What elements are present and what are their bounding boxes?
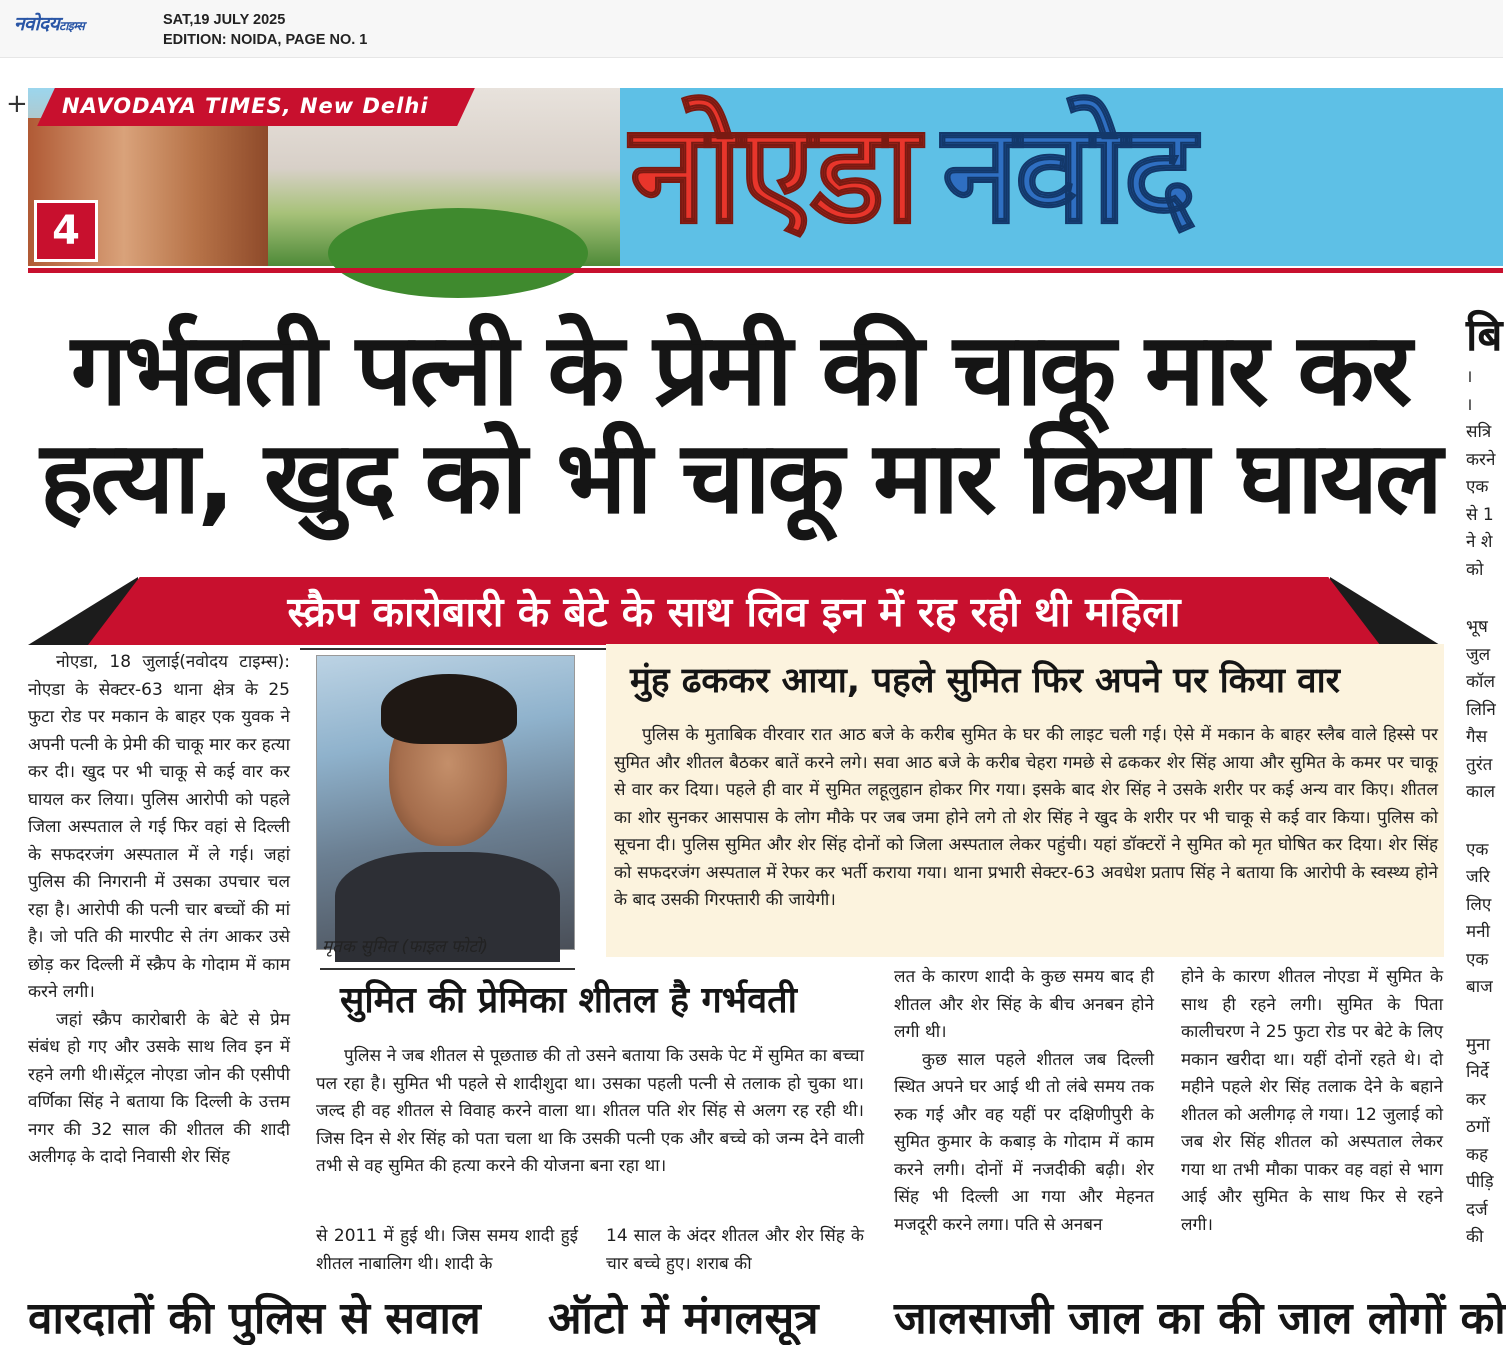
right-column-line: निर्दे — [1466, 1062, 1489, 1082]
masthead-title-part2: नवोद — [942, 93, 1193, 254]
bottom-headlines — [28, 1293, 1506, 1344]
article-paragraph: होने के कारण शीतल नोएडा में सुमित के साथ ही रहने लगी। सुमित के पिता कालीचरण ने 25 फुटा रोड पर बेटे के लिए मकान खरीदा था। यहीं दोनों रहते थे। दो महीने पहले शेर सिंह तलाक देने के बहाने शीतल को अलीगढ़ ले गया। 12 जुलाई को जब शेर सिंह शीतल को अस्पताल लेकर गया था तभी मौका पाकर वह वहां से भाग आई और सुमित के साथ फिर से रहने लगी। — [1181, 967, 1443, 1235]
headline-line-1: गर्भवती पत्नी के प्रेमी की चाकू मार कर — [70, 311, 1410, 428]
page-number-badge — [34, 200, 98, 262]
right-column-line: की — [1466, 1227, 1484, 1247]
right-column-line: दर्ज — [1466, 1199, 1488, 1220]
headline — [30, 311, 1450, 536]
page-number: 4 — [52, 208, 80, 254]
article-paragraph: 14 साल के अंदर शीतल और शेर सिंह के चार बच्चे हुए। शराब की — [606, 1226, 864, 1274]
right-column-line: काल — [1466, 782, 1495, 802]
edition-date: SAT,19 JULY 2025 — [163, 12, 286, 28]
bottom-headline-2: ऑटो में मंगलसूत्र — [548, 1293, 819, 1344]
app-logo[interactable] — [14, 10, 84, 36]
masthead-divider — [28, 268, 1503, 273]
right-column-line: कॉल — [1466, 672, 1495, 692]
bottom-headline-1: वारदातों की पुलिस से सवाल — [28, 1293, 481, 1344]
right-column-line: गैस — [1466, 727, 1488, 747]
sidebar-box-text: पुलिस के मुताबिक वीरवार रात आठ बजे के करीब सुमित के घर की लाइट चली गई। ऐसे में मकान के बाहर स्लैब वाले हिस्से पर सुमित और शीतल बैठकर बातें करने लगे। सवा आठ बजे के करीब चेहरा गमछे से ढककर शेर सिंह आया और सुमित के कमर पर चाकू से वार कर दिया। पहले ही वार में सुमित लहूलुहान होकर गिर गया। इसके बाद शेर सिंह ने उसके शरीर पर कई अन्य वार किए। शीतल का शोर सुनकर आसपास के लोग मौके पर जब जमा होने लगे तो शेर सिंह ने खुद के शरीर पर भी चाकू से कई वार किया। पुलिस को सूचना दी। पुलिस सुमित और शेर सिंह दोनों को जिला अस्पताल लेकर पहुंची। यहां डॉक्टरों ने सुमित को मृत घोषित कर दिया। शेर सिंह को सफदरजंग अस्पताल में रेफर कर भर्ती कराया गया। थाना प्रभारी सेक्टर-63 अवधेश प्रताप सिंह ने बताया कि आरोपी के स्वस्थ्य होने के बाद उसकी गिरफ्तारी की जायेगी। — [614, 725, 1438, 910]
article-column-1 — [28, 649, 290, 1172]
right-column-line: । — [1466, 394, 1473, 415]
right-column-line: मुना — [1466, 1034, 1491, 1055]
subhead-text: स्क्रैप कारोबारी के बेटे के साथ लिव इन में रह रही थी महिला — [287, 588, 1181, 636]
right-column-head: बि — [1466, 310, 1503, 361]
article-paragraph: पुलिस ने जब शीतल से पूछताछ की तो उसने बताया कि उसके पेट में सुमित का बच्चा पल रहा है। सुमित भी पहले से शादीशुदा था। उसका पहली पत्नी से तलाक हो चुका था। जल्द ही वह शीतल से विवाह करने वाला था। शीतल पति शेर सिंह से अलग रह रही थी। जिस दिन से शेर सिंह को पता चला था कि उसकी पत्नी एक और बच्चे को जन्म देने वाली तभी से वह सुमित की हत्या करने की योजना बना रहा था। — [316, 1046, 864, 1176]
right-column-block-2 — [1466, 614, 1503, 807]
right-column-line: लिनि — [1466, 699, 1496, 720]
article-paragraph: नोएडा, 18 जुलाई(नवोदय टाइम्स): नोएडा के सेक्टर-63 थाना क्षेत्र के 25 फुटा रोड पर मकान के बाहर एक युवक ने अपनी पत्नी के प्रेमी की चाकू मार कर हत्या कर दी। खुद पर भी चाकू से कई वार कर घायल कर लिया। पुलिस आरोपी को पहले जिला अस्पताल ले गई फिर वहां से दिल्ली के सफदरजंग अस्पताल में ले गई। जहां पुलिस की निगरानी में उसका उपचार चल रहा है। आरोपी की पत्नी चार बच्चों की मां है। जो पति की मारपीट से तंग आकर उसे छोड़ कर दिल्ली में स्क्रैप के गोदाम में काम करने लगी। — [28, 652, 290, 1002]
headline-line-2: हत्या, खुद को भी चाकू मार किया घायल — [40, 419, 1440, 536]
right-column-line: बाज — [1466, 977, 1493, 997]
masthead-band-text: NAVODAYA TIMES, New Delhi — [62, 94, 429, 118]
right-column-line: एक — [1466, 477, 1489, 497]
victim-photo — [316, 655, 575, 950]
right-column-block-1 — [1466, 364, 1503, 584]
article-paragraph: जहां स्क्रैप कारोबारी के बेटे से प्रेम संबंध हो गए और उसके साथ लिव इन में रहने लगी थी।सेंट्रल नोएडा जोन की एसीपी वर्णिका सिंह ने बताया कि दिल्ली के उत्तम नगर की 32 साल की शीतल की शादी अलीगढ़ के दादो निवासी शेर सिंह — [28, 1009, 290, 1167]
sidebar-box-title: मुंह ढककर आया, पहले सुमित फिर अपने पर किया वार — [630, 661, 1340, 701]
bottom-headline-3: जालसाजी जाल का की जाल लोगों को — [894, 1293, 1506, 1344]
article-paragraph: कुछ साल पहले शीतल जब दिल्ली स्थित अपने घर आई थी तो लंबे समय तक रुक गई और वह यहीं पर दक्षिणीपुरी के सुमित कुमार के कबाड़ के गोदाम में काम करने लगी। दोनों में नजदीकी बढ़ी। शेर सिंह भी दिल्ली आ गया और मेहनत मजदूरी करने लगा। पति से अनबन — [894, 1049, 1154, 1235]
sub2-rule — [320, 968, 575, 970]
article-column-3 — [606, 1223, 864, 1278]
masthead — [28, 88, 1503, 266]
right-column-line: मनी — [1466, 922, 1491, 942]
top-bar — [0, 0, 1503, 58]
masthead-title — [630, 90, 1193, 258]
stadium-field — [328, 208, 588, 298]
right-column-line: भूष — [1466, 617, 1488, 637]
right-column-line: करने — [1466, 449, 1496, 470]
right-column-fragment — [1466, 312, 1503, 1312]
right-column-line: एक — [1466, 949, 1489, 970]
right-column-line: एक — [1466, 839, 1489, 860]
right-column-line: जुल — [1466, 644, 1491, 665]
secondary-paragraph — [316, 1043, 864, 1181]
sidebar-box — [606, 644, 1444, 957]
right-column-line: । — [1466, 367, 1473, 387]
right-column-line: से 1 — [1466, 504, 1494, 525]
masthead-title-part1: नोएडा — [630, 93, 917, 254]
right-column-block-4 — [1466, 1032, 1503, 1252]
edition-page: EDITION: NOIDA, PAGE NO. 1 — [163, 32, 368, 48]
right-column-line: कह — [1466, 1144, 1489, 1165]
right-column-line: तुरंत — [1466, 754, 1493, 775]
article-column-4 — [894, 964, 1154, 1239]
right-column-line: ठगों — [1466, 1117, 1490, 1137]
photo-caption: मृतक सुमित (फाइल फोटो) — [322, 937, 489, 957]
right-column-line: लिए — [1466, 894, 1492, 915]
right-column-line: पीड़ि — [1466, 1172, 1494, 1192]
edition-meta — [163, 10, 367, 50]
right-column-block-3 — [1466, 837, 1503, 1002]
right-column-line: ने शे — [1466, 532, 1493, 552]
right-column-line: सत्रि — [1466, 422, 1492, 442]
photo-hair — [381, 674, 517, 744]
subhead-band — [28, 577, 1440, 645]
article-paragraph: लत के कारण शादी के कुछ समय बाद ही शीतल और शेर सिंह के बीच अनबन होने लगी थी। — [894, 967, 1154, 1042]
logo-sub: टाइम्स — [59, 19, 85, 33]
article-paragraph: से 2011 में हुई थी। जिस समय शादी हुई शीतल नाबालिग थी। शादी के — [316, 1226, 578, 1274]
article-column-5 — [1181, 964, 1443, 1239]
logo-main: नवोदय — [14, 13, 60, 35]
article-column-2 — [316, 1223, 578, 1278]
right-column-line: जरि — [1466, 867, 1490, 887]
right-column-line: को — [1466, 559, 1484, 580]
right-column-line: कर — [1466, 1089, 1487, 1110]
box-rule — [300, 648, 606, 650]
crosshair-icon: + — [6, 89, 28, 119]
secondary-subhead: सुमित की प्रेमिका शीतल है गर्भवती — [340, 980, 797, 1021]
